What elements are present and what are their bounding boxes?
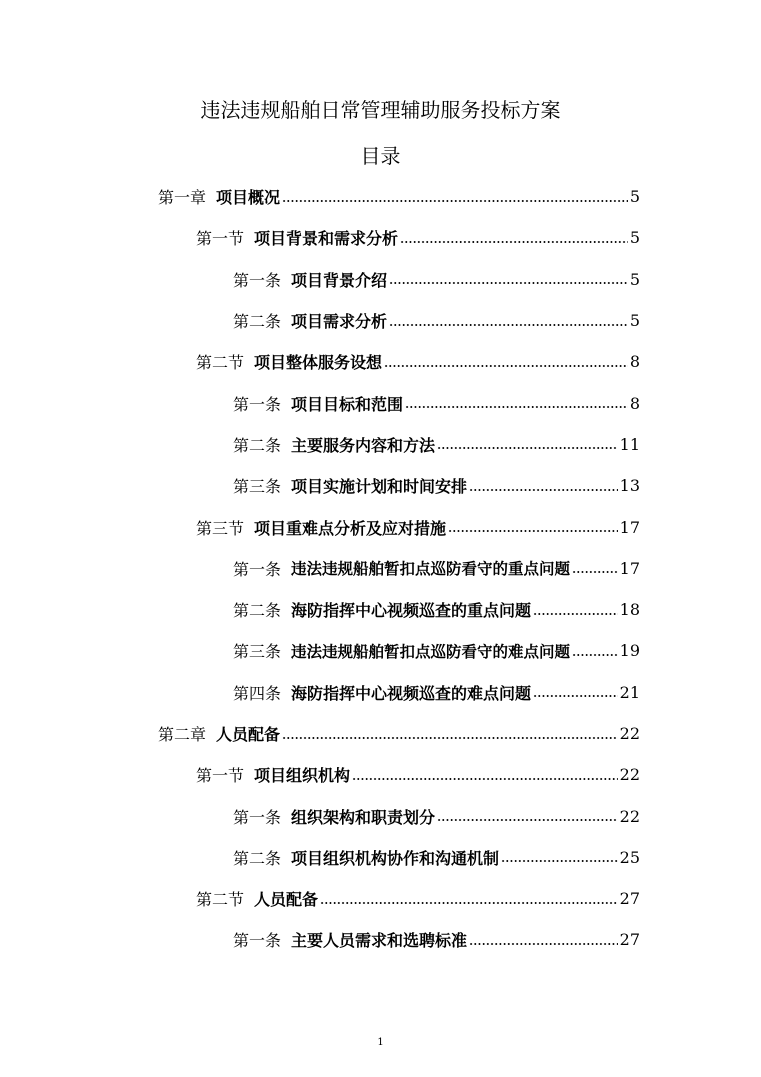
- toc-entry-page: 8: [629, 393, 640, 413]
- toc-entry[interactable]: [0, 672, 761, 713]
- toc-dot-leader: [389, 281, 628, 285]
- toc-entry-page: 27: [619, 889, 640, 909]
- toc-entry-label: 第一章: [158, 188, 207, 208]
- toc-entry[interactable]: [0, 919, 761, 960]
- toc-entry-page: 22: [619, 806, 640, 826]
- toc-entry-label: 第二条: [233, 312, 282, 332]
- toc-entry-title: 主要服务内容和方法: [291, 435, 436, 455]
- toc-entry-title: 项目重难点分析及应对措施: [254, 518, 447, 538]
- toc-entry[interactable]: [0, 878, 761, 919]
- toc-entry-label: 第一节: [196, 229, 245, 249]
- toc-dot-leader: [469, 488, 618, 492]
- toc-entry-title: 违法违规船舶暂扣点巡防看守的难点问题: [291, 642, 571, 661]
- toc-entry-label: 第一条: [233, 931, 282, 951]
- toc-entry-page: 5: [629, 187, 640, 207]
- toc-entry[interactable]: [0, 465, 761, 506]
- toc-dot-leader: [572, 570, 618, 574]
- toc-entry[interactable]: [0, 176, 761, 217]
- toc-entry-page: 27: [619, 930, 640, 950]
- toc-entry[interactable]: [0, 754, 761, 795]
- toc-dot-leader: [501, 859, 618, 863]
- toc-dot-leader: [282, 199, 628, 203]
- toc-entry-label: 第一条: [233, 807, 282, 827]
- toc-entry-page: 22: [619, 765, 640, 785]
- toc-entry-title: 主要人员需求和选聘标准: [291, 931, 468, 951]
- page-number: 1: [377, 1037, 384, 1048]
- toc-entry-page: 17: [619, 558, 640, 578]
- toc-entry-page: 5: [629, 228, 640, 248]
- toc-dot-leader: [405, 405, 628, 409]
- toc-entry-page: 21: [619, 682, 640, 702]
- toc-dot-leader: [469, 942, 618, 946]
- toc-entry-title: 海防指挥中心视频巡查的重点问题: [291, 601, 532, 621]
- toc-entry-title: 项目背景和需求分析: [254, 229, 399, 249]
- toc-dot-leader: [282, 736, 618, 740]
- toc-entry-label: 第一条: [233, 270, 282, 290]
- toc-entry-title: 人员配备: [216, 725, 281, 744]
- toc-entry-label: 第二节: [196, 890, 245, 910]
- toc-entry[interactable]: [0, 589, 761, 630]
- toc-entry[interactable]: [0, 795, 761, 836]
- toc-entry-title: 项目整体服务设想: [254, 353, 383, 373]
- toc-dot-leader: [320, 901, 618, 905]
- toc-entry-title: 项目目标和范围: [291, 394, 404, 414]
- toc-entry[interactable]: [0, 837, 761, 878]
- table-of-contents: [0, 176, 761, 961]
- toc-entry-label: 第四条: [233, 683, 282, 703]
- toc-entry-label: 第二章: [158, 725, 207, 744]
- toc-entry-title: 项目组织机构: [254, 766, 351, 786]
- toc-dot-leader: [572, 653, 618, 657]
- toc-entry-title: 项目实施计划和时间安排: [291, 477, 468, 497]
- toc-entry[interactable]: [0, 341, 761, 382]
- toc-entry-page: 19: [619, 641, 640, 661]
- toc-entry-label: 第二条: [233, 435, 282, 455]
- toc-entry-title: 组织架构和职责划分: [291, 807, 436, 827]
- toc-dot-leader: [389, 323, 628, 327]
- toc-dot-leader: [437, 446, 618, 450]
- toc-entry[interactable]: [0, 548, 761, 589]
- toc-entry[interactable]: [0, 259, 761, 300]
- toc-entry-title: 项目需求分析: [291, 312, 388, 332]
- document-title: 违法违规船舶日常管理辅助服务投标方案: [200, 98, 561, 122]
- toc-entry[interactable]: [0, 217, 761, 258]
- toc-entry-title: 项目背景介绍: [291, 270, 388, 290]
- toc-entry-title: 海防指挥中心视频巡查的难点问题: [291, 683, 532, 703]
- toc-entry-label: 第二节: [196, 353, 245, 373]
- toc-dot-leader: [533, 694, 618, 698]
- toc-entry[interactable]: [0, 424, 761, 465]
- toc-entry-title: 人员配备: [254, 890, 319, 910]
- toc-dot-leader: [400, 240, 628, 244]
- toc-entry-page: 8: [629, 352, 640, 372]
- toc-entry[interactable]: [0, 506, 761, 547]
- toc-entry-page: 25: [619, 847, 640, 867]
- toc-entry-page: 22: [619, 724, 640, 743]
- toc-entry-label: 第一条: [233, 394, 282, 414]
- toc-entry-label: 第二条: [233, 848, 282, 868]
- toc-entry-label: 第二条: [233, 601, 282, 621]
- toc-entry-page: 17: [619, 517, 640, 537]
- toc-entry-label: 第三节: [196, 518, 245, 538]
- toc-entry-page: 5: [629, 311, 640, 331]
- toc-dot-leader: [352, 777, 618, 781]
- toc-entry-label: 第三条: [233, 477, 282, 497]
- toc-entry-title: 项目概况: [216, 188, 281, 208]
- toc-dot-leader: [437, 818, 618, 822]
- toc-entry[interactable]: [0, 382, 761, 423]
- toc-dot-leader: [533, 612, 618, 616]
- toc-entry-title: 项目组织机构协作和沟通机制: [291, 848, 500, 868]
- toc-entry-page: 11: [619, 434, 640, 454]
- toc-entry-page: 5: [629, 269, 640, 289]
- toc-entry-page: 18: [619, 600, 640, 620]
- toc-entry-title: 违法违规船舶暂扣点巡防看守的重点问题: [291, 560, 571, 579]
- toc-entry-page: 13: [619, 476, 640, 496]
- toc-heading: 目录: [360, 144, 401, 168]
- toc-dot-leader: [384, 364, 628, 368]
- toc-entry-label: 第一节: [196, 766, 245, 786]
- toc-entry[interactable]: [0, 713, 761, 754]
- toc-dot-leader: [448, 529, 618, 533]
- toc-entry[interactable]: [0, 300, 761, 341]
- toc-entry[interactable]: [0, 630, 761, 671]
- toc-entry-label: 第三条: [233, 642, 282, 662]
- toc-entry-label: 第一条: [233, 559, 282, 579]
